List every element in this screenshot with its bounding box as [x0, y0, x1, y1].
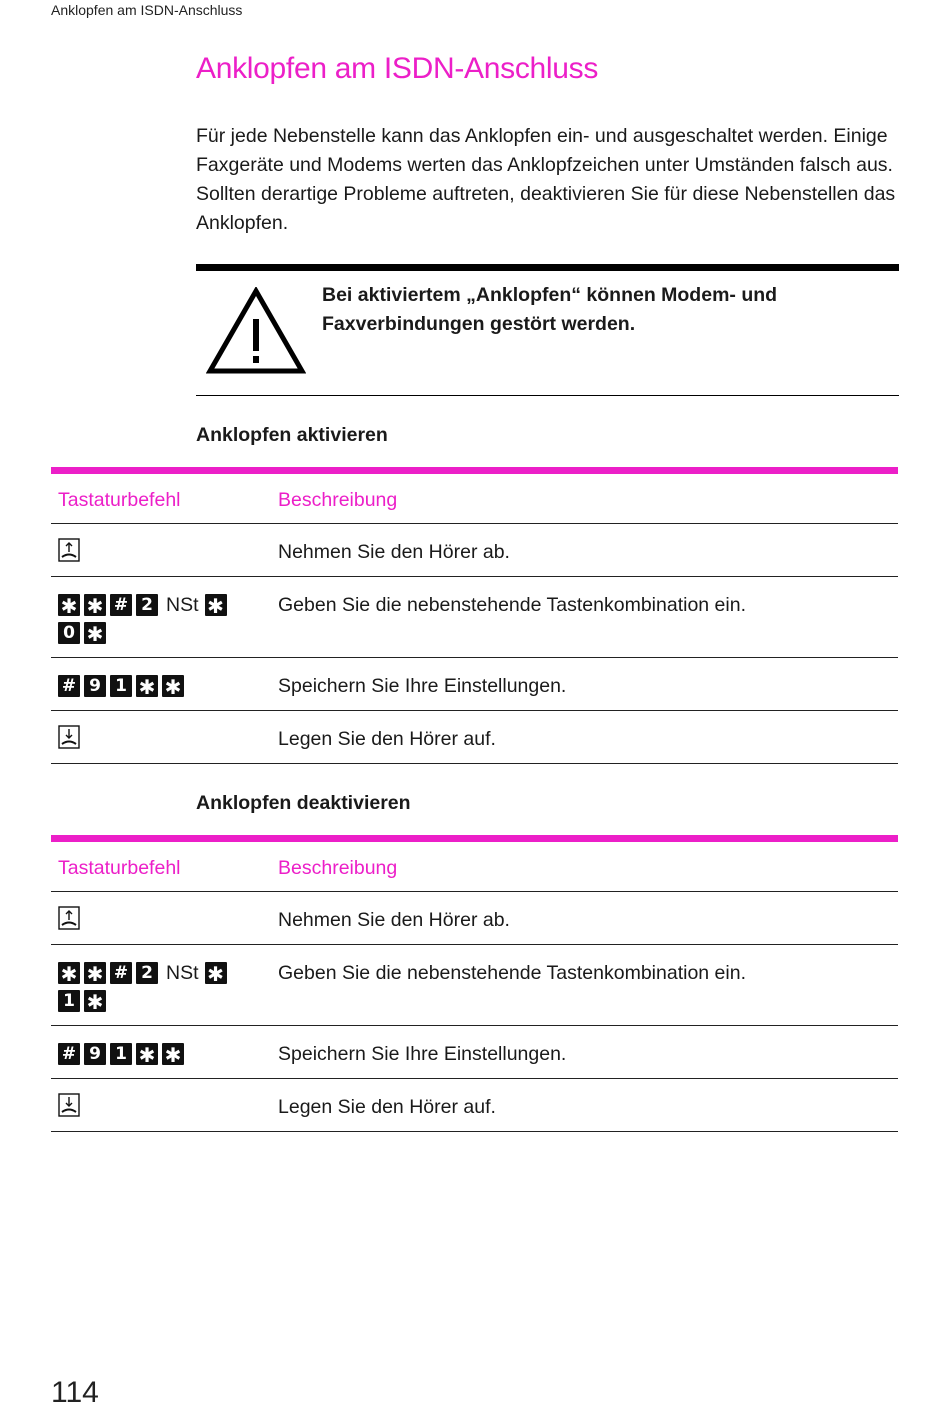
description-cell: Legen Sie den Hörer auf.: [278, 1096, 496, 1118]
handset-hangup-icon: [58, 725, 80, 759]
key-star: ✱: [84, 594, 106, 616]
table-row: [51, 1079, 898, 1132]
handset-hangup-icon: [58, 1093, 80, 1127]
key-digit: 0: [58, 622, 80, 644]
key-star: ✱: [162, 675, 184, 697]
description-cell: Geben Sie die nebenstehende Tastenkombination ein.: [278, 594, 746, 616]
command-table-activate: [51, 467, 898, 764]
key-digit: 1: [110, 675, 132, 697]
page-number: 114: [51, 1376, 99, 1409]
table-row: [51, 945, 898, 1026]
description-cell: Speichern Sie Ihre Einstellungen.: [278, 675, 567, 697]
handset-lift-icon: [58, 906, 80, 940]
key-star: ✱: [205, 594, 227, 616]
key-extension-label: NSt: [166, 594, 199, 616]
table-row: [51, 524, 898, 577]
description-cell: Speichern Sie Ihre Einstellungen.: [278, 1043, 567, 1065]
command-cell: [58, 1040, 258, 1068]
column-header-command: Tastaturbefehl: [58, 489, 181, 511]
command-cell: [58, 591, 258, 647]
key-extension-label: NSt: [166, 962, 199, 984]
key-star: ✱: [136, 1043, 158, 1065]
table-row: [51, 577, 898, 658]
command-cell: [58, 959, 258, 1015]
table-row: [51, 1026, 898, 1079]
key-star: ✱: [84, 962, 106, 984]
command-cell: [58, 672, 258, 700]
key-digit: 1: [110, 1043, 132, 1065]
table-header-row: [51, 474, 898, 524]
command-cell: [58, 725, 258, 759]
key-star: ✱: [162, 1043, 184, 1065]
key-hash: #: [58, 675, 80, 697]
intro-paragraph: Für jede Nebenstelle kann das Anklopfen ein- und ausgeschaltet werden. Einige Faxgeräte und Modems werten das Anklopfzeichen unter Umständen falsch aus. Sollten derartige Probleme auftreten, deaktivieren Sie für diese Nebenstellen das Anklopfen.: [196, 125, 896, 234]
key-hash: #: [58, 1043, 80, 1065]
description-cell: Geben Sie die nebenstehende Tastenkombination ein.: [278, 962, 746, 984]
warning-text: Bei aktiviertem „Anklopfen“ können Modem- und Faxverbindungen gestört werden.: [322, 284, 778, 335]
key-star: ✱: [84, 990, 106, 1012]
table-row: [51, 711, 898, 764]
description-cell: Legen Sie den Hörer auf.: [278, 728, 496, 750]
command-table-deactivate: [51, 835, 898, 1132]
key-star: ✱: [136, 675, 158, 697]
key-digit: 1: [58, 990, 80, 1012]
command-cell: [58, 1093, 258, 1127]
description-cell: Nehmen Sie den Hörer ab.: [278, 541, 510, 563]
page-title: Anklopfen am ISDN-Anschluss: [196, 52, 599, 85]
key-star: ✱: [205, 962, 227, 984]
key-digit: 9: [84, 675, 106, 697]
section-heading-activate: Anklopfen aktivieren: [196, 424, 388, 446]
column-header-description: Beschreibung: [278, 489, 398, 511]
key-digit: 2: [136, 962, 158, 984]
table-row: [51, 658, 898, 711]
key-digit: 2: [136, 594, 158, 616]
column-header-command: Tastaturbefehl: [58, 857, 181, 879]
key-digit: 9: [84, 1043, 106, 1065]
key-star: ✱: [84, 622, 106, 644]
key-hash: #: [110, 962, 132, 984]
key-star: ✱: [58, 962, 80, 984]
warning-box: [196, 264, 899, 396]
key-hash: #: [110, 594, 132, 616]
table-header-row: [51, 842, 898, 892]
warning-triangle-icon: [206, 287, 306, 380]
section-heading-deactivate: Anklopfen deaktivieren: [196, 792, 411, 814]
description-cell: Nehmen Sie den Hörer ab.: [278, 909, 510, 931]
handset-lift-icon: [58, 538, 80, 572]
command-cell: [58, 906, 258, 940]
column-header-description: Beschreibung: [278, 857, 398, 879]
table-row: [51, 892, 898, 945]
command-cell: [58, 538, 258, 572]
key-star: ✱: [58, 594, 80, 616]
running-header: Anklopfen am ISDN-Anschluss: [51, 2, 243, 18]
